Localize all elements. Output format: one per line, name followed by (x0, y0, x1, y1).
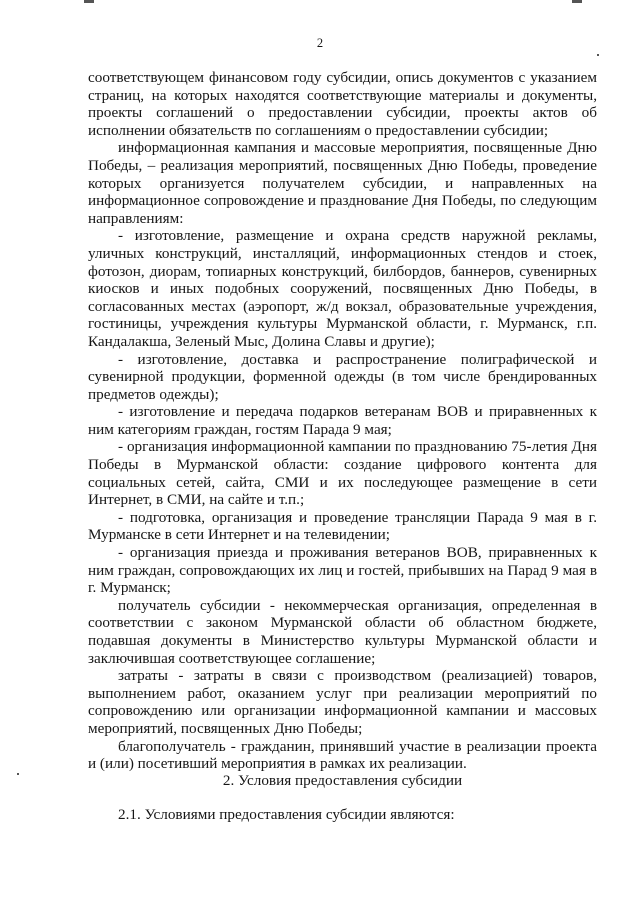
paragraph: - изготовление, доставка и распространение полиграфической и сувенирной продукции, форменной одежды (в том числе брендированных предметов одежды); (88, 350, 597, 403)
paragraph: соответствующем финансовом году субсидии, опись документов с указанием страниц, на которых находятся соответствующие материалы и документы, проекты соглашений о предоставлении субсидии, проекты актов об исполнении обязательств по соглашениям о предоставлении субсидии; (88, 69, 597, 139)
scan-artifact (17, 773, 19, 775)
body-text (88, 69, 597, 773)
section-item: 2.1. Условиями предоставления субсидии являются: (118, 806, 455, 823)
paragraph: - изготовление и передача подарков ветеранам ВОВ и приравненных к ним категориям граждан, гостям Парада 9 мая; (88, 403, 597, 438)
paragraph: благополучатель - гражданин, принявший участие в реализации проекта и (или) посетивший мероприятия в рамках их реализации. (88, 737, 597, 773)
paragraph: информационная кампания и массовые мероприятия, посвященные Дню Победы, – реализация мероприятий, посвященных Дню Победы, проведение которых организуется получателем субсидии, и направленных на информационное сопровождение и празднование Дня Победы, по следующим направлениям: (88, 139, 597, 227)
paragraph: - подготовка, организация и проведение трансляции Парада 9 мая в г. Мурманске в сети Интернет и на телевидении; (88, 508, 597, 544)
paragraph: затраты - затраты в связи с производством (реализацией) товаров, выполнением работ, оказанием услуг при реализации мероприятий по сопровождению или организации информационной кампании и массовых мероприятий, посвященных Дню Победы; (88, 667, 597, 737)
paragraph: - организация приезда и проживания ветеранов ВОВ, приравненных к ним граждан, сопровождающих их лиц и гостей, прибывших на Парад 9 мая в г. Мурманск; (88, 544, 597, 597)
paragraph: - организация информационной кампании по празднованию 75-летия Дня Победы в Мурманской области: создание цифрового контента для социальных сетей, сайта, СМИ и их последующее размещение в сети Интернет, в СМИ, на сайте и т.п.; (88, 438, 597, 509)
paragraph: получатель субсидии - некоммерческая организация, определенная в соответствии с законом Мурманской области об областном бюджете, подавшая документы в Министерство культуры Мурманской области и заключившая соответствующее соглашение; (88, 596, 597, 667)
scan-artifact (84, 0, 94, 3)
paragraph: - изготовление, размещение и охрана средств наружной рекламы, уличных конструкций, инсталляций, информационных стендов и стоек, фотозон, диорам, топиарных конструкций, билбордов, баннеров, сувенирных киосков и иных подобных сооружений, посвященных Дню Победы, в согласованных местах (аэропорт, ж/д вокзал, образовательные учреждения, гостиницы, учреждения культуры Мурманской области, г. Мурманск, г.п. Кандалакша, Зеленый Мыс, Долина Славы и другие); (88, 227, 597, 350)
scan-artifact (597, 54, 599, 56)
section-title: 2. Условия предоставления субсидии (222, 772, 463, 789)
page-number: 2 (316, 36, 324, 50)
scan-artifact (572, 0, 582, 3)
